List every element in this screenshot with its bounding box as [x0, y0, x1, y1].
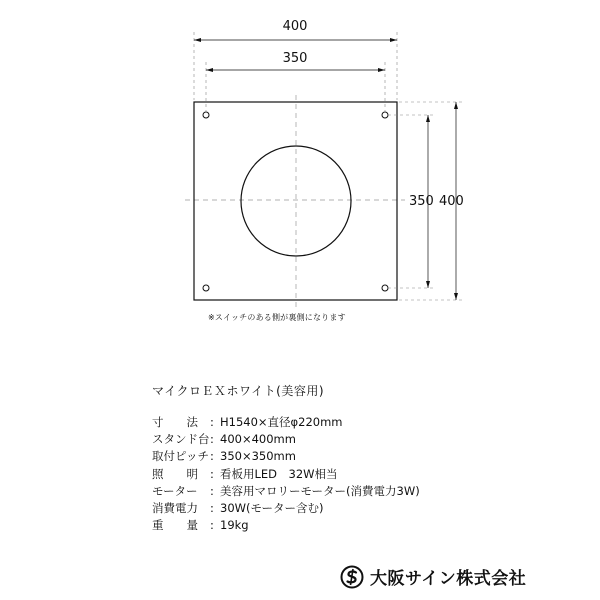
spec-separator: : [210, 415, 214, 429]
outer-width-label: 400 [282, 19, 308, 34]
spec-row-motor [152, 483, 420, 500]
base-plate-outline [194, 102, 397, 300]
spec-value: 400×400mm [220, 432, 296, 447]
mounting-hole-bottom-left [203, 285, 209, 291]
inner-width-label: 350 [282, 51, 308, 66]
dimension-inner-height [388, 115, 436, 288]
spec-label: 取付ピッチ [152, 449, 210, 464]
s-circle-logo-icon [340, 565, 364, 589]
spec-label: 照 明 [152, 466, 198, 481]
spec-separator: : [210, 518, 214, 533]
spec-value: 看板用LED 32W相当 [220, 466, 338, 481]
spec-label: 寸 法 [152, 415, 198, 429]
spec-row-size [152, 414, 420, 431]
spec-value: H1540×直径φ220mm [220, 415, 343, 429]
spec-label: 重 量 [152, 518, 198, 533]
switch-side-note: ※スイッチのある側が裏側になります [208, 313, 346, 322]
spec-separator: : [210, 466, 214, 481]
mounting-hole-bottom-right [382, 285, 388, 291]
spec-separator: : [210, 501, 214, 516]
spec-separator: : [210, 483, 214, 498]
spec-label: スタンド台 [152, 432, 210, 447]
mounting-hole-top-left [203, 112, 209, 118]
inner-height-label: 350 [409, 194, 434, 209]
spec-row-lighting [152, 466, 420, 483]
outer-height-label: 400 [439, 194, 464, 209]
mounting-hole-top-right [382, 112, 388, 118]
spec-value: 19kg [220, 518, 249, 533]
company-logo [340, 564, 526, 589]
spec-value: 350×350mm [220, 449, 296, 464]
company-name: 大阪サイン株式会社 [370, 569, 527, 589]
spec-value: 美容用マロリーモーター(消費電力3W) [220, 483, 420, 498]
spec-row-stand-base [152, 431, 420, 448]
spec-separator: : [210, 432, 214, 447]
spec-list [152, 414, 420, 534]
spec-value: 30W(モーター含む) [220, 501, 324, 516]
dimension-inner-width [206, 51, 385, 112]
spec-row-power [152, 500, 420, 517]
spec-label: 消費電力 [152, 501, 198, 516]
spec-row-weight [152, 517, 420, 534]
spec-row-mounting-pitch [152, 448, 420, 465]
product-title: マイクロＥＸホワイト(美容用) [152, 384, 325, 398]
spec-separator: : [210, 449, 214, 464]
spec-label: モーター [152, 483, 198, 498]
